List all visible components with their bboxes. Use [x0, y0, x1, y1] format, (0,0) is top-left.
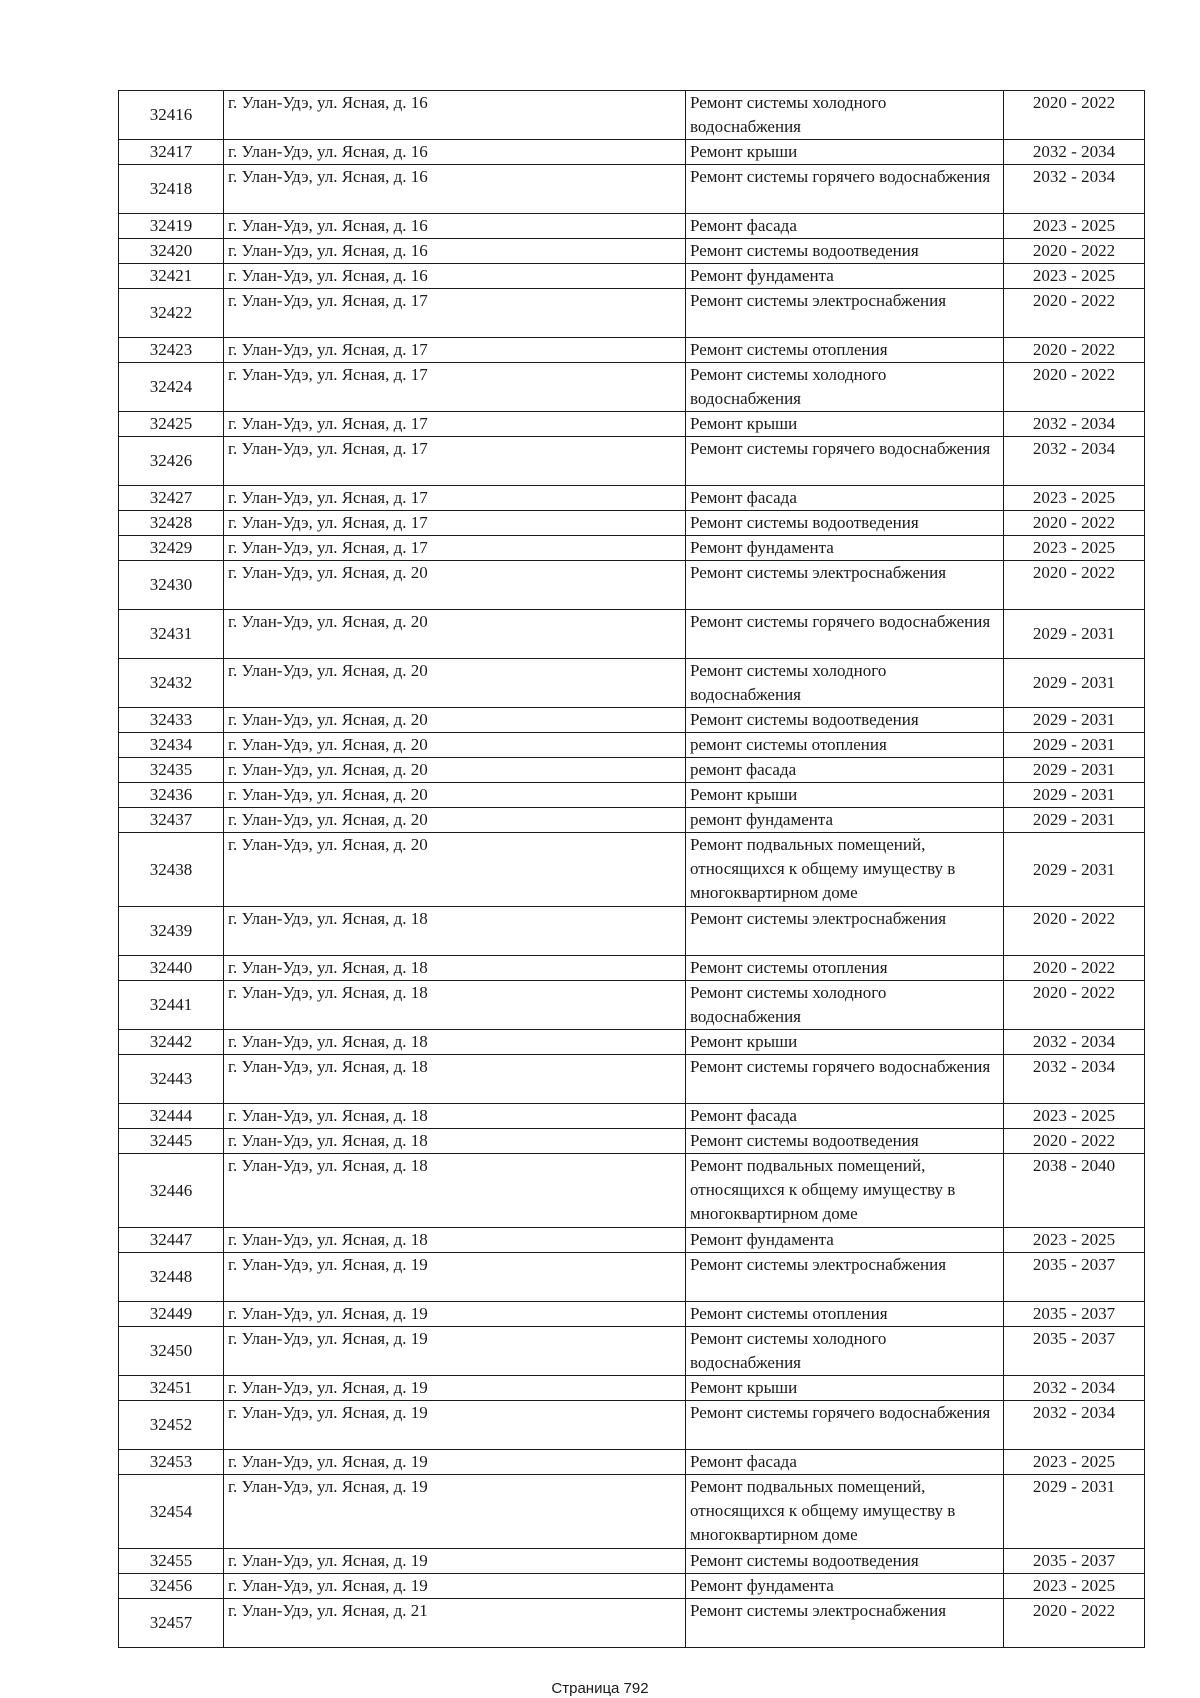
row-work-type: Ремонт системы холодного водоснабжения — [686, 1327, 1004, 1376]
page-number-footer: Страница 792 — [551, 1680, 649, 1697]
table-row — [119, 91, 1145, 140]
table-row — [119, 1475, 1145, 1549]
row-number: 32427 — [119, 486, 224, 511]
row-address: г. Улан-Удэ, ул. Ясная, д. 20 — [224, 610, 686, 659]
row-period: 2023 - 2025 — [1004, 486, 1145, 511]
row-address: г. Улан-Удэ, ул. Ясная, д. 17 — [224, 338, 686, 363]
table-row — [119, 1228, 1145, 1253]
row-address: г. Улан-Удэ, ул. Ясная, д. 17 — [224, 511, 686, 536]
row-period: 2032 - 2034 — [1004, 437, 1145, 486]
row-work-type: Ремонт фундамента — [686, 1574, 1004, 1599]
row-number: 32419 — [119, 214, 224, 239]
row-number: 32426 — [119, 437, 224, 486]
row-number: 32435 — [119, 758, 224, 783]
table-row — [119, 1327, 1145, 1376]
table-body — [119, 91, 1145, 1648]
row-address: г. Улан-Удэ, ул. Ясная, д. 18 — [224, 1129, 686, 1154]
row-work-type: Ремонт системы холодного водоснабжения — [686, 363, 1004, 412]
row-period: 2020 - 2022 — [1004, 363, 1145, 412]
row-period: 2029 - 2031 — [1004, 783, 1145, 808]
row-number: 32424 — [119, 363, 224, 412]
row-address: г. Улан-Удэ, ул. Ясная, д. 17 — [224, 363, 686, 412]
row-period: 2032 - 2034 — [1004, 140, 1145, 165]
row-number: 32429 — [119, 536, 224, 561]
row-address: г. Улан-Удэ, ул. Ясная, д. 19 — [224, 1401, 686, 1450]
row-period: 2035 - 2037 — [1004, 1302, 1145, 1327]
row-address: г. Улан-Удэ, ул. Ясная, д. 20 — [224, 758, 686, 783]
row-number: 32453 — [119, 1450, 224, 1475]
row-number: 32442 — [119, 1030, 224, 1055]
row-address: г. Улан-Удэ, ул. Ясная, д. 19 — [224, 1574, 686, 1599]
row-work-type: Ремонт системы холодного водоснабжения — [686, 659, 1004, 708]
table-row — [119, 289, 1145, 338]
row-period: 2023 - 2025 — [1004, 536, 1145, 561]
row-number: 32437 — [119, 808, 224, 833]
table-row — [119, 412, 1145, 437]
table-row — [119, 1549, 1145, 1574]
row-work-type: Ремонт системы водоотведения — [686, 1549, 1004, 1574]
row-address: г. Улан-Удэ, ул. Ясная, д. 20 — [224, 659, 686, 708]
table-row — [119, 1154, 1145, 1228]
row-address: г. Улан-Удэ, ул. Ясная, д. 16 — [224, 239, 686, 264]
table-row — [119, 165, 1145, 214]
row-work-type: Ремонт системы электроснабжения — [686, 289, 1004, 338]
table-row — [119, 610, 1145, 659]
table-row — [119, 758, 1145, 783]
row-number: 32447 — [119, 1228, 224, 1253]
row-address: г. Улан-Удэ, ул. Ясная, д. 16 — [224, 91, 686, 140]
table-row — [119, 1129, 1145, 1154]
row-number: 32430 — [119, 561, 224, 610]
row-number: 32443 — [119, 1055, 224, 1104]
table-row — [119, 338, 1145, 363]
row-period: 2020 - 2022 — [1004, 907, 1145, 956]
row-address: г. Улан-Удэ, ул. Ясная, д. 20 — [224, 733, 686, 758]
row-work-type: Ремонт крыши — [686, 1376, 1004, 1401]
row-address: г. Улан-Удэ, ул. Ясная, д. 19 — [224, 1253, 686, 1302]
row-number: 32450 — [119, 1327, 224, 1376]
row-number: 32440 — [119, 956, 224, 981]
row-address: г. Улан-Удэ, ул. Ясная, д. 18 — [224, 907, 686, 956]
row-work-type: Ремонт подвальных помещений, относящихся к общему имуществу в многоквартирном доме — [686, 1475, 1004, 1549]
row-work-type: Ремонт крыши — [686, 783, 1004, 808]
row-period: 2032 - 2034 — [1004, 1055, 1145, 1104]
row-number: 32421 — [119, 264, 224, 289]
row-period: 2020 - 2022 — [1004, 239, 1145, 264]
row-work-type: Ремонт системы электроснабжения — [686, 561, 1004, 610]
row-address: г. Улан-Удэ, ул. Ясная, д. 17 — [224, 289, 686, 338]
row-period: 2023 - 2025 — [1004, 1574, 1145, 1599]
row-address: г. Улан-Удэ, ул. Ясная, д. 20 — [224, 833, 686, 907]
row-work-type: ремонт фасада — [686, 758, 1004, 783]
row-address: г. Улан-Удэ, ул. Ясная, д. 16 — [224, 140, 686, 165]
row-work-type: Ремонт крыши — [686, 140, 1004, 165]
row-period: 2038 - 2040 — [1004, 1154, 1145, 1228]
row-work-type: Ремонт системы горячего водоснабжения — [686, 610, 1004, 659]
row-work-type: Ремонт крыши — [686, 412, 1004, 437]
row-number: 32436 — [119, 783, 224, 808]
row-period: 2029 - 2031 — [1004, 758, 1145, 783]
row-address: г. Улан-Удэ, ул. Ясная, д. 18 — [224, 1104, 686, 1129]
table-row — [119, 437, 1145, 486]
row-period: 2023 - 2025 — [1004, 1104, 1145, 1129]
row-work-type: Ремонт системы холодного водоснабжения — [686, 981, 1004, 1030]
row-work-type: Ремонт системы отопления — [686, 956, 1004, 981]
row-number: 32446 — [119, 1154, 224, 1228]
row-address: г. Улан-Удэ, ул. Ясная, д. 19 — [224, 1302, 686, 1327]
table-row — [119, 214, 1145, 239]
row-address: г. Улан-Удэ, ул. Ясная, д. 17 — [224, 437, 686, 486]
row-period: 2032 - 2034 — [1004, 1401, 1145, 1450]
table-row — [119, 1574, 1145, 1599]
row-period: 2029 - 2031 — [1004, 833, 1145, 907]
row-number: 32456 — [119, 1574, 224, 1599]
table-row — [119, 1401, 1145, 1450]
table-row — [119, 561, 1145, 610]
row-period: 2020 - 2022 — [1004, 289, 1145, 338]
table-row — [119, 1376, 1145, 1401]
row-address: г. Улан-Удэ, ул. Ясная, д. 16 — [224, 165, 686, 214]
row-period: 2020 - 2022 — [1004, 91, 1145, 140]
row-work-type: Ремонт системы электроснабжения — [686, 1253, 1004, 1302]
row-period: 2020 - 2022 — [1004, 338, 1145, 363]
row-work-type: Ремонт системы холодного водоснабжения — [686, 91, 1004, 140]
row-address: г. Улан-Удэ, ул. Ясная, д. 18 — [224, 1228, 686, 1253]
table-row — [119, 708, 1145, 733]
row-period: 2029 - 2031 — [1004, 659, 1145, 708]
row-period: 2020 - 2022 — [1004, 1599, 1145, 1648]
table-row — [119, 1302, 1145, 1327]
row-address: г. Улан-Удэ, ул. Ясная, д. 19 — [224, 1450, 686, 1475]
table-row — [119, 981, 1145, 1030]
row-work-type: Ремонт системы горячего водоснабжения — [686, 1055, 1004, 1104]
row-period: 2023 - 2025 — [1004, 1228, 1145, 1253]
row-work-type: Ремонт системы водоотведения — [686, 708, 1004, 733]
row-period: 2032 - 2034 — [1004, 1376, 1145, 1401]
row-number: 32454 — [119, 1475, 224, 1549]
table-row — [119, 907, 1145, 956]
row-address: г. Улан-Удэ, ул. Ясная, д. 18 — [224, 1154, 686, 1228]
row-number: 32438 — [119, 833, 224, 907]
row-work-type: Ремонт системы отопления — [686, 338, 1004, 363]
row-address: г. Улан-Удэ, ул. Ясная, д. 17 — [224, 536, 686, 561]
row-work-type: Ремонт системы электроснабжения — [686, 907, 1004, 956]
row-work-type: Ремонт крыши — [686, 1030, 1004, 1055]
row-period: 2020 - 2022 — [1004, 956, 1145, 981]
row-address: г. Улан-Удэ, ул. Ясная, д. 18 — [224, 1030, 686, 1055]
row-number: 32431 — [119, 610, 224, 659]
table-row — [119, 1030, 1145, 1055]
table-row — [119, 659, 1145, 708]
row-address: г. Улан-Удэ, ул. Ясная, д. 19 — [224, 1327, 686, 1376]
row-address: г. Улан-Удэ, ул. Ясная, д. 19 — [224, 1376, 686, 1401]
row-address: г. Улан-Удэ, ул. Ясная, д. 21 — [224, 1599, 686, 1648]
row-address: г. Улан-Удэ, ул. Ясная, д. 18 — [224, 956, 686, 981]
row-period: 2020 - 2022 — [1004, 511, 1145, 536]
row-period: 2020 - 2022 — [1004, 561, 1145, 610]
row-number: 32451 — [119, 1376, 224, 1401]
table-row — [119, 1055, 1145, 1104]
row-number: 32416 — [119, 91, 224, 140]
row-work-type: Ремонт фасада — [686, 214, 1004, 239]
row-work-type: Ремонт фундамента — [686, 264, 1004, 289]
row-address: г. Улан-Удэ, ул. Ясная, д. 19 — [224, 1549, 686, 1574]
row-number: 32420 — [119, 239, 224, 264]
row-period: 2032 - 2034 — [1004, 1030, 1145, 1055]
row-number: 32428 — [119, 511, 224, 536]
table-row — [119, 486, 1145, 511]
row-address: г. Улан-Удэ, ул. Ясная, д. 20 — [224, 561, 686, 610]
row-period: 2035 - 2037 — [1004, 1327, 1145, 1376]
row-number: 32445 — [119, 1129, 224, 1154]
row-work-type: Ремонт системы электроснабжения — [686, 1599, 1004, 1648]
table-row — [119, 1253, 1145, 1302]
row-period: 2029 - 2031 — [1004, 808, 1145, 833]
row-work-type: ремонт системы отопления — [686, 733, 1004, 758]
row-number: 32441 — [119, 981, 224, 1030]
row-work-type: Ремонт системы водоотведения — [686, 511, 1004, 536]
table-row — [119, 1104, 1145, 1129]
row-work-type: Ремонт системы горячего водоснабжения — [686, 437, 1004, 486]
row-address: г. Улан-Удэ, ул. Ясная, д. 20 — [224, 808, 686, 833]
row-period: 2023 - 2025 — [1004, 264, 1145, 289]
row-period: 2029 - 2031 — [1004, 610, 1145, 659]
row-work-type: Ремонт системы горячего водоснабжения — [686, 1401, 1004, 1450]
row-work-type: Ремонт системы водоотведения — [686, 1129, 1004, 1154]
row-number: 32417 — [119, 140, 224, 165]
row-period: 2035 - 2037 — [1004, 1549, 1145, 1574]
table-row — [119, 1450, 1145, 1475]
row-address: г. Улан-Удэ, ул. Ясная, д. 16 — [224, 264, 686, 289]
row-work-type: ремонт фундамента — [686, 808, 1004, 833]
row-period: 2029 - 2031 — [1004, 1475, 1145, 1549]
row-work-type: Ремонт подвальных помещений, относящихся к общему имуществу в многоквартирном доме — [686, 1154, 1004, 1228]
row-period: 2035 - 2037 — [1004, 1253, 1145, 1302]
table-row — [119, 956, 1145, 981]
row-address: г. Улан-Удэ, ул. Ясная, д. 17 — [224, 486, 686, 511]
row-period: 2020 - 2022 — [1004, 981, 1145, 1030]
table-row — [119, 264, 1145, 289]
row-work-type: Ремонт фундамента — [686, 536, 1004, 561]
row-number: 32455 — [119, 1549, 224, 1574]
row-period: 2032 - 2034 — [1004, 165, 1145, 214]
row-period: 2032 - 2034 — [1004, 412, 1145, 437]
row-number: 32434 — [119, 733, 224, 758]
row-number: 32448 — [119, 1253, 224, 1302]
row-number: 32425 — [119, 412, 224, 437]
table-row — [119, 511, 1145, 536]
table-row — [119, 363, 1145, 412]
work-schedule-table — [118, 90, 1145, 1648]
row-number: 32433 — [119, 708, 224, 733]
row-address: г. Улан-Удэ, ул. Ясная, д. 16 — [224, 214, 686, 239]
table-row — [119, 733, 1145, 758]
row-number: 32422 — [119, 289, 224, 338]
table-row — [119, 808, 1145, 833]
table-row — [119, 140, 1145, 165]
row-work-type: Ремонт подвальных помещений, относящихся к общему имуществу в многоквартирном доме — [686, 833, 1004, 907]
row-number: 32418 — [119, 165, 224, 214]
row-number: 32457 — [119, 1599, 224, 1648]
row-number: 32444 — [119, 1104, 224, 1129]
row-address: г. Улан-Удэ, ул. Ясная, д. 18 — [224, 1055, 686, 1104]
table-row — [119, 833, 1145, 907]
row-address: г. Улан-Удэ, ул. Ясная, д. 17 — [224, 412, 686, 437]
row-work-type: Ремонт фасада — [686, 486, 1004, 511]
row-period: 2029 - 2031 — [1004, 733, 1145, 758]
row-number: 32432 — [119, 659, 224, 708]
row-work-type: Ремонт фасада — [686, 1104, 1004, 1129]
row-address: г. Улан-Удэ, ул. Ясная, д. 19 — [224, 1475, 686, 1549]
row-number: 32449 — [119, 1302, 224, 1327]
table-row — [119, 239, 1145, 264]
row-work-type: Ремонт системы горячего водоснабжения — [686, 165, 1004, 214]
row-number: 32439 — [119, 907, 224, 956]
row-address: г. Улан-Удэ, ул. Ясная, д. 18 — [224, 981, 686, 1030]
table-row — [119, 783, 1145, 808]
row-work-type: Ремонт системы отопления — [686, 1302, 1004, 1327]
row-period: 2023 - 2025 — [1004, 1450, 1145, 1475]
row-number: 32423 — [119, 338, 224, 363]
row-work-type: Ремонт фундамента — [686, 1228, 1004, 1253]
row-period: 2020 - 2022 — [1004, 1129, 1145, 1154]
table-row — [119, 536, 1145, 561]
row-work-type: Ремонт системы водоотведения — [686, 239, 1004, 264]
row-address: г. Улан-Удэ, ул. Ясная, д. 20 — [224, 708, 686, 733]
row-work-type: Ремонт фасада — [686, 1450, 1004, 1475]
row-address: г. Улан-Удэ, ул. Ясная, д. 20 — [224, 783, 686, 808]
row-number: 32452 — [119, 1401, 224, 1450]
table-row — [119, 1599, 1145, 1648]
row-period: 2029 - 2031 — [1004, 708, 1145, 733]
row-period: 2023 - 2025 — [1004, 214, 1145, 239]
